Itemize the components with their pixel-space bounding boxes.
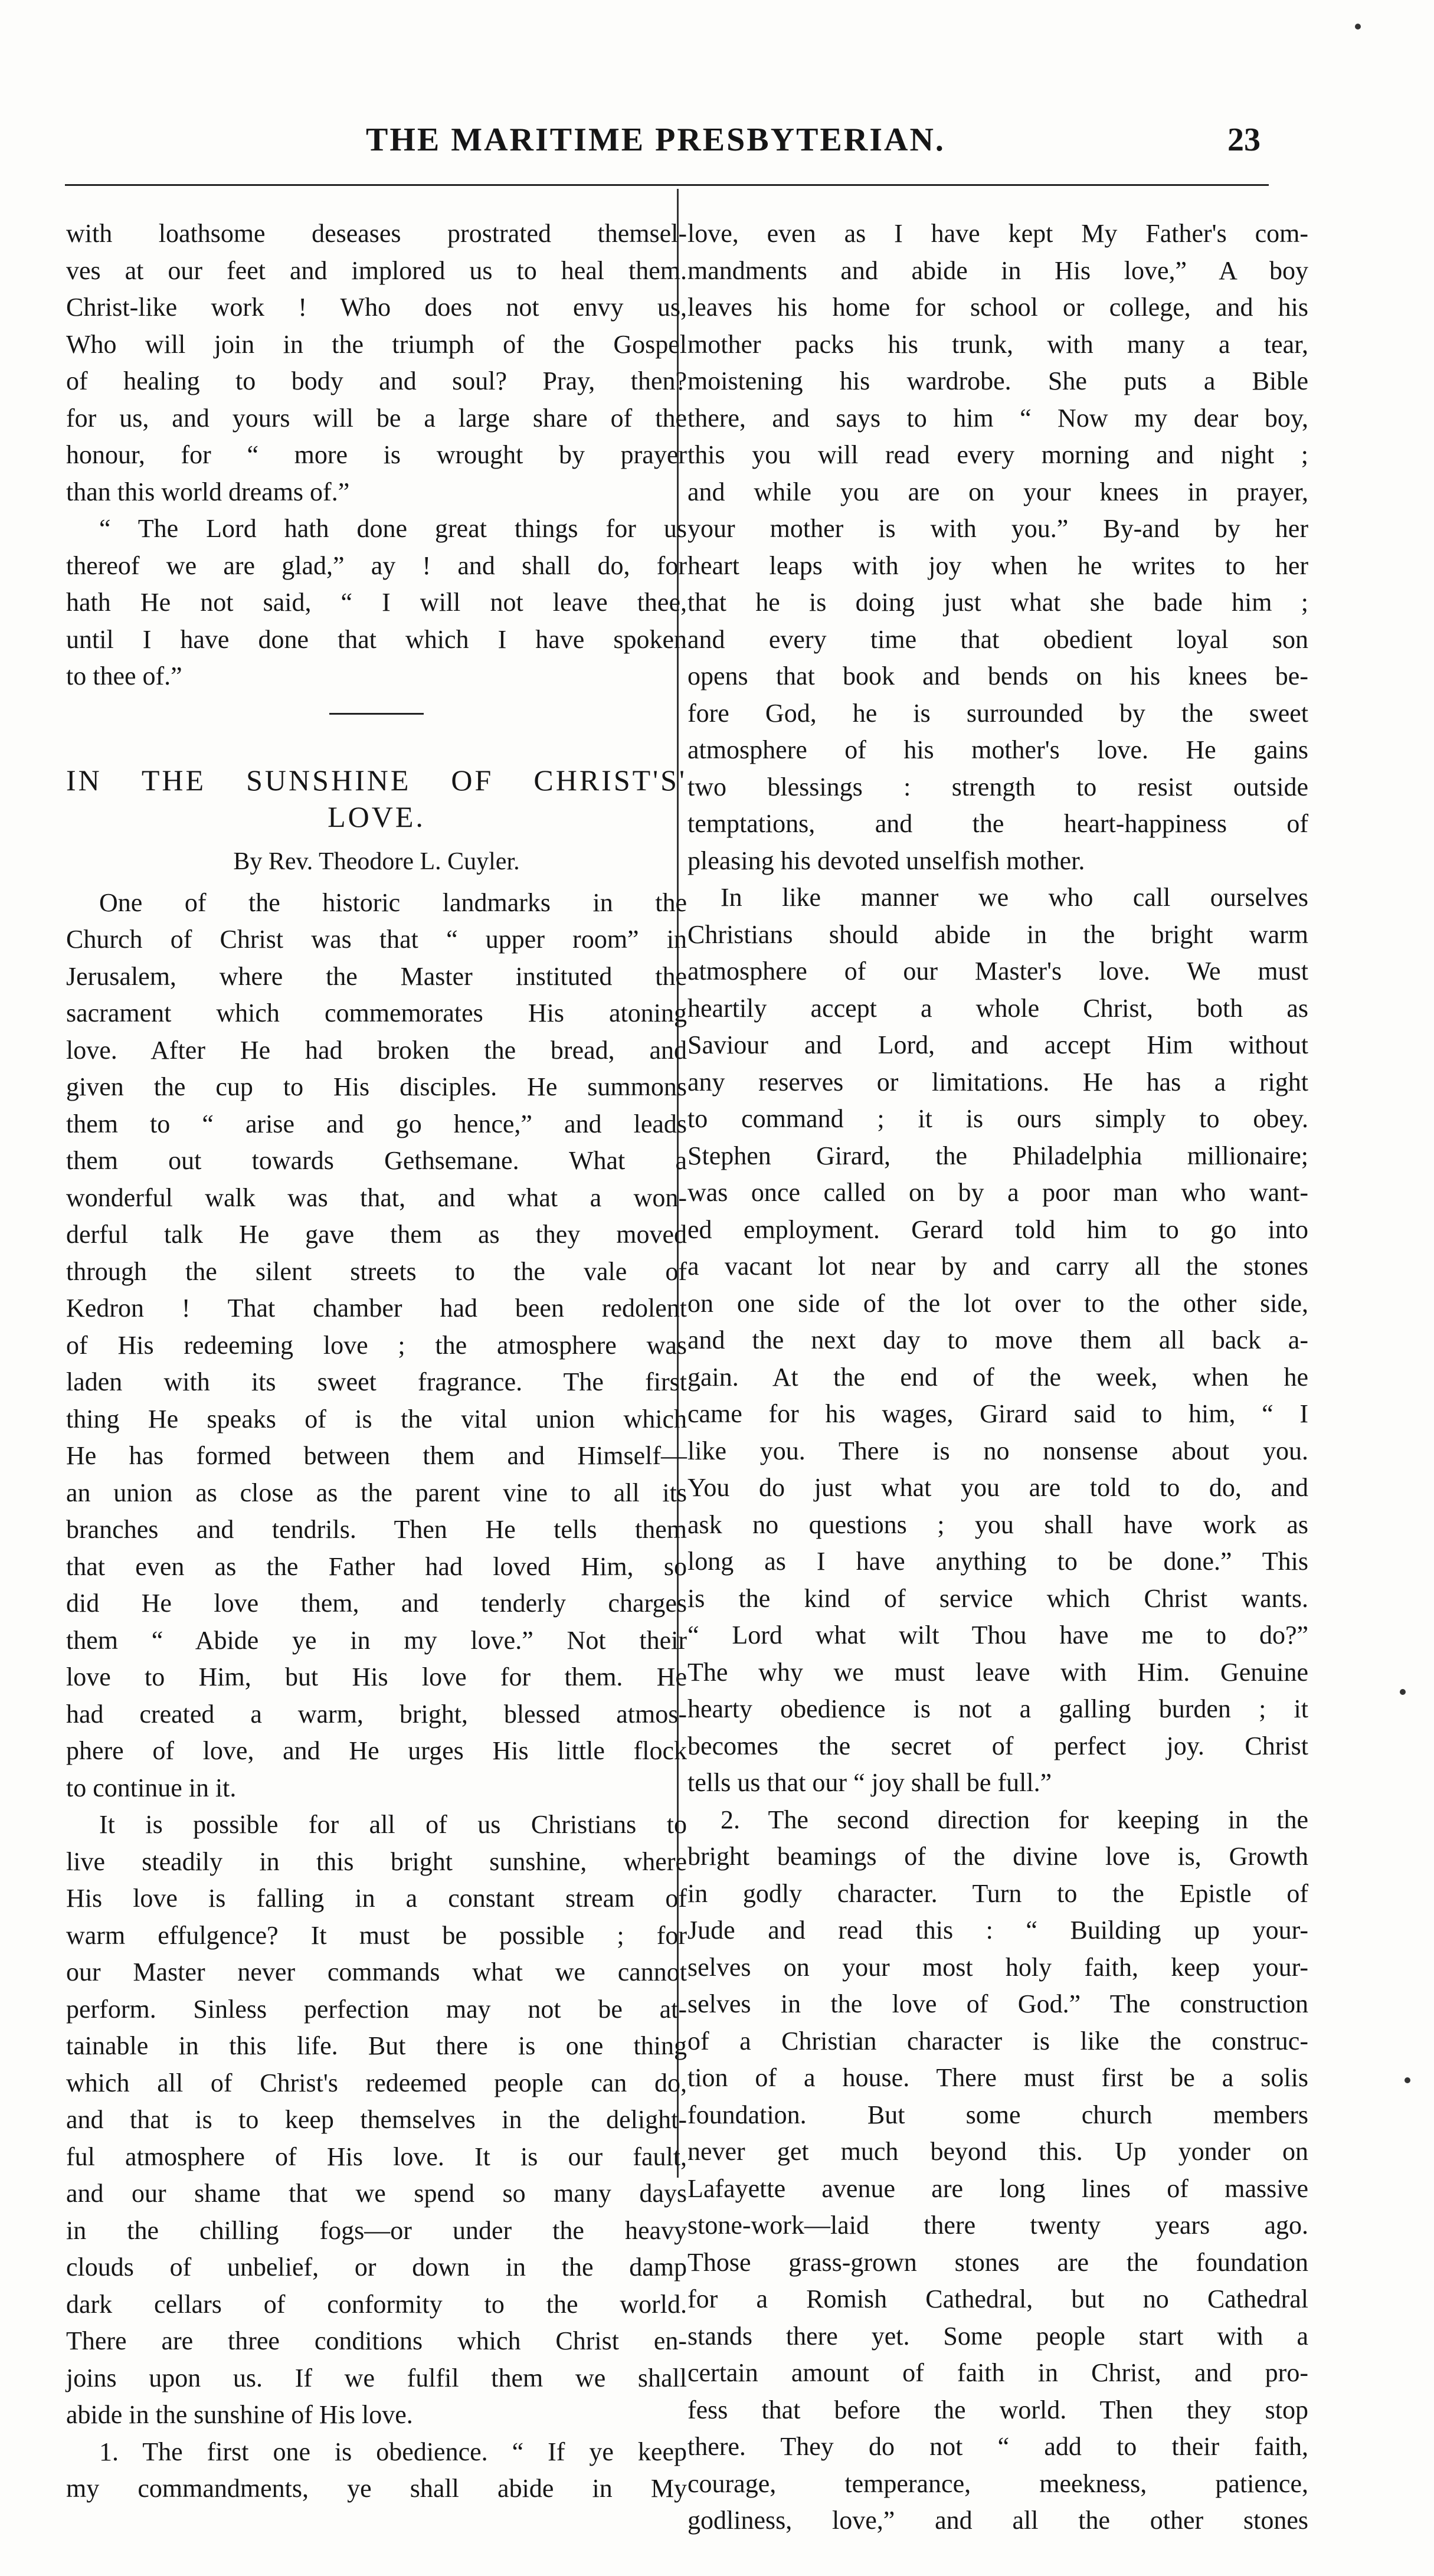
text-line: tells us that our “ joy shall be full.”: [687, 1765, 1308, 1802]
article-byline: By Rev. Theodore L. Cuyler.: [66, 843, 687, 880]
text-line: Saviour and Lord, and accept Him without: [687, 1027, 1308, 1064]
text-line: thereof we are glad,” ay ! and shall do, for: [66, 548, 687, 585]
text-line: The why we must leave with Him. Genuine: [687, 1654, 1308, 1691]
text-line: It is possible for all of us Christians to: [66, 1806, 687, 1844]
text-line: honour, for “ more is wrought by prayer: [66, 437, 687, 474]
text-line: Those grass-grown stones are the foundation: [687, 2244, 1308, 2282]
text-line: never get much beyond this. Up yonder on: [687, 2133, 1308, 2171]
text-line: an union as close as the parent vine to all its: [66, 1475, 687, 1512]
text-line: that even as the Father had loved Him, so: [66, 1549, 687, 1586]
text-line: mother packs his trunk, with many a tear,: [687, 326, 1308, 364]
text-line: of healing to body and soul? Pray, then?: [66, 363, 687, 400]
text-line: them to “ arise and go hence,” and leads: [66, 1106, 687, 1143]
text-line: this you will read every morning and night ;: [687, 437, 1308, 474]
text-line: Kedron ! That chamber had been redolent: [66, 1290, 687, 1327]
text-line: Who will join in the triumph of the Gospel: [66, 326, 687, 364]
text-line: for a Romish Cathedral, but no Cathedral: [687, 2281, 1308, 2318]
text-line: two blessings : strength to resist outside: [687, 769, 1308, 806]
text-line: thing He speaks of is the vital union which: [66, 1401, 687, 1438]
text-line: Jude and read this : “ Building up your-: [687, 1912, 1308, 1949]
text-line: Stephen Girard, the Philadelphia millionaire;: [687, 1138, 1308, 1175]
left-column: [66, 215, 687, 2508]
text-line: and our shame that we spend so many days: [66, 2175, 687, 2212]
text-line: opens that book and bends on his knees be-: [687, 658, 1308, 695]
text-line: a vacant lot near by and carry all the stones: [687, 1248, 1308, 1285]
text-line: mandments and abide in His love,” A boy: [687, 253, 1308, 290]
article-title: IN THE SUNSHINE OF CHRIST'S': [66, 762, 687, 798]
text-line: foundation. But some church members: [687, 2097, 1308, 2134]
text-line: in the chilling fogs—or under the heavy: [66, 2212, 687, 2250]
text-line: One of the historic landmarks in the: [66, 885, 687, 922]
text-line: like you. There is no nonsense about you.: [687, 1433, 1308, 1470]
text-line: until I have done that which I have spoken: [66, 621, 687, 659]
text-line: them out towards Gethsemane. What a: [66, 1143, 687, 1180]
text-line: hearty obedience is not a galling burden ; it: [687, 1691, 1308, 1728]
text-line: certain amount of faith in Christ, and pro-: [687, 2355, 1308, 2392]
text-line: your mother is with you.” By-and by her: [687, 510, 1308, 548]
text-line: of a Christian character is like the construc-: [687, 2023, 1308, 2060]
text-line: in godly character. Turn to the Epistle of: [687, 1875, 1308, 1913]
text-line: laden with its sweet fragrance. The first: [66, 1364, 687, 1401]
text-line: love to Him, but His love for them. He: [66, 1659, 687, 1696]
text-line: clouds of unbelief, or down in the damp: [66, 2249, 687, 2286]
text-line: and that is to keep themselves in the delight-: [66, 2102, 687, 2139]
text-line: branches and tendrils. Then He tells them: [66, 1511, 687, 1549]
text-line: stands there yet. Some people start with a: [687, 2318, 1308, 2355]
text-line: Christ-like work ! Who does not envy us,: [66, 289, 687, 326]
text-line: There are three conditions which Christ en-: [66, 2323, 687, 2360]
text-line: than this world dreams of.”: [66, 474, 687, 511]
text-line: bright beamings of the divine love is, Growth: [687, 1838, 1308, 1875]
text-line: [687, 2539, 1308, 2576]
text-line: “ Lord what wilt Thou have me to do?”: [687, 1617, 1308, 1654]
text-line: gain. At the end of the week, when he: [687, 1359, 1308, 1396]
text-line: hath He not said, “ I will not leave thee,: [66, 584, 687, 621]
text-line: derful talk He gave them as they moved: [66, 1216, 687, 1253]
section-separator: [329, 713, 424, 715]
text-line: Church of Christ was that “ upper room” in: [66, 921, 687, 958]
text-line: that he is doing just what she bade him ;: [687, 584, 1308, 621]
text-line: came for his wages, Girard said to him, “ I: [687, 1396, 1308, 1433]
text-line: joins upon us. If we fulfil them we shall: [66, 2360, 687, 2397]
text-line: Jerusalem, where the Master instituted the: [66, 958, 687, 996]
text-line: godliness, love,” and all the other stones: [687, 2502, 1308, 2539]
text-line: to thee of.”: [66, 658, 687, 695]
text-line: Lafayette avenue are long lines of massive: [687, 2171, 1308, 2208]
article-title-continued: LOVE.: [66, 798, 687, 835]
text-line: fore God, he is surrounded by the sweet: [687, 695, 1308, 732]
text-line: is the kind of service which Christ wants.: [687, 1580, 1308, 1618]
text-line: was once called on by a poor man who want-: [687, 1174, 1308, 1212]
scan-speck: [1400, 1689, 1406, 1695]
text-line: becomes the secret of perfect joy. Christ: [687, 1728, 1308, 1765]
text-line: for us, and yours will be a large share of the: [66, 400, 687, 437]
text-line: love, even as I have kept My Father's com-: [687, 215, 1308, 253]
text-line: leaves his home for school or college, and his: [687, 289, 1308, 326]
right-column: [687, 215, 1308, 2576]
text-line: live steadily in this bright sunshine, where: [66, 1844, 687, 1881]
scan-speck: [1355, 24, 1361, 30]
text-line: had created a warm, bright, blessed atmos-: [66, 1696, 687, 1733]
text-line: with loathsome deseases prostrated themsel-: [66, 215, 687, 253]
scan-speck: [1404, 2077, 1410, 2083]
header-rule: [65, 184, 1269, 186]
text-line: perform. Sinless perfection may not be at-: [66, 1991, 687, 2028]
text-line: and the next day to move them all back a-: [687, 1322, 1308, 1359]
text-line: dark cellars of conformity to the world.: [66, 2286, 687, 2323]
text-line: pleasing his devoted unselfish mother.: [687, 843, 1308, 880]
text-line: ed employment. Gerard told him to go into: [687, 1212, 1308, 1249]
text-line: temptations, and the heart-happiness of: [687, 806, 1308, 843]
text-line: His love is falling in a constant stream of: [66, 1880, 687, 1917]
text-line: atmosphere of his mother's love. He gains: [687, 732, 1308, 769]
text-line: which all of Christ's redeemed people can do,: [66, 2065, 687, 2102]
text-line: atmosphere of our Master's love. We must: [687, 953, 1308, 990]
continued-article: [66, 215, 687, 695]
text-line: my commandments, ye shall abide in My: [66, 2470, 687, 2508]
text-line: selves on your most holy faith, keep your-: [687, 1949, 1308, 1986]
text-line: He has formed between them and Himself—: [66, 1438, 687, 1475]
text-line: through the silent streets to the vale of: [66, 1253, 687, 1291]
text-line: “ The Lord hath done great things for us: [66, 510, 687, 548]
text-line: You do just what you are told to do, and: [687, 1469, 1308, 1507]
article-body: [66, 885, 687, 2508]
text-line: 1. The first one is obedience. “ If ye keep: [66, 2434, 687, 2471]
text-line: ful atmosphere of His love. It is our fault,: [66, 2139, 687, 2176]
text-line: to command ; it is ours simply to obey.: [687, 1101, 1308, 1138]
text-line: heart leaps with joy when he writes to her: [687, 548, 1308, 585]
text-line: abide in the sunshine of His love.: [66, 2397, 687, 2434]
text-line: courage, temperance, meekness, patience,: [687, 2466, 1308, 2503]
text-line: stone-work—laid there twenty years ago.: [687, 2207, 1308, 2244]
text-line: phere of love, and He urges His little flock: [66, 1733, 687, 1770]
text-line: did He love them, and tenderly charges: [66, 1585, 687, 1622]
text-line: of His redeeming love ; the atmosphere was: [66, 1327, 687, 1364]
text-line: tion of a house. There must first be a solis: [687, 2060, 1308, 2097]
text-line: ves at our feet and implored us to heal them.: [66, 253, 687, 290]
text-line: to continue in it.: [66, 1770, 687, 1807]
text-line: and while you are on your knees in prayer,: [687, 474, 1308, 511]
text-line: on one side of the lot over to the other side,: [687, 1285, 1308, 1323]
text-line: In like manner we who call ourselves: [687, 879, 1308, 917]
text-line: love. After He had broken the bread, and: [66, 1032, 687, 1069]
text-line: any reserves or limitations. He has a right: [687, 1064, 1308, 1101]
text-line: wonderful walk was that, and what a won-: [66, 1180, 687, 1217]
text-line: our Master never commands what we cannot: [66, 1954, 687, 1991]
text-line: warm effulgence? It must be possible ; for: [66, 1917, 687, 1955]
running-header-title: THE MARITIME PRESBYTERIAN.: [366, 121, 945, 159]
text-line: heartily accept a whole Christ, both as: [687, 990, 1308, 1027]
text-line: fess that before the world. Then they stop: [687, 2392, 1308, 2429]
text-line: and every time that obedient loyal son: [687, 621, 1308, 659]
text-line: Christians should abide in the bright warm: [687, 917, 1308, 954]
text-line: sacrament which commemorates His atoning: [66, 995, 687, 1032]
text-line: tainable in this life. But there is one thing: [66, 2028, 687, 2065]
text-line: ask no questions ; you shall have work as: [687, 1507, 1308, 1544]
text-line: 2. The second direction for keeping in the: [687, 1802, 1308, 1839]
text-line: them “ Abide ye in my love.” Not their: [66, 1622, 687, 1659]
text-line: given the cup to His disciples. He summons: [66, 1069, 687, 1106]
text-line: moistening his wardrobe. She puts a Bible: [687, 363, 1308, 400]
text-line: there. They do not “ add to their faith,: [687, 2428, 1308, 2466]
text-line: there, and says to him “ Now my dear boy,: [687, 400, 1308, 437]
page-number: 23: [1227, 121, 1261, 159]
text-line: long as I have anything to be done.” This: [687, 1543, 1308, 1580]
text-line: selves in the love of God.” The construction: [687, 1986, 1308, 2023]
